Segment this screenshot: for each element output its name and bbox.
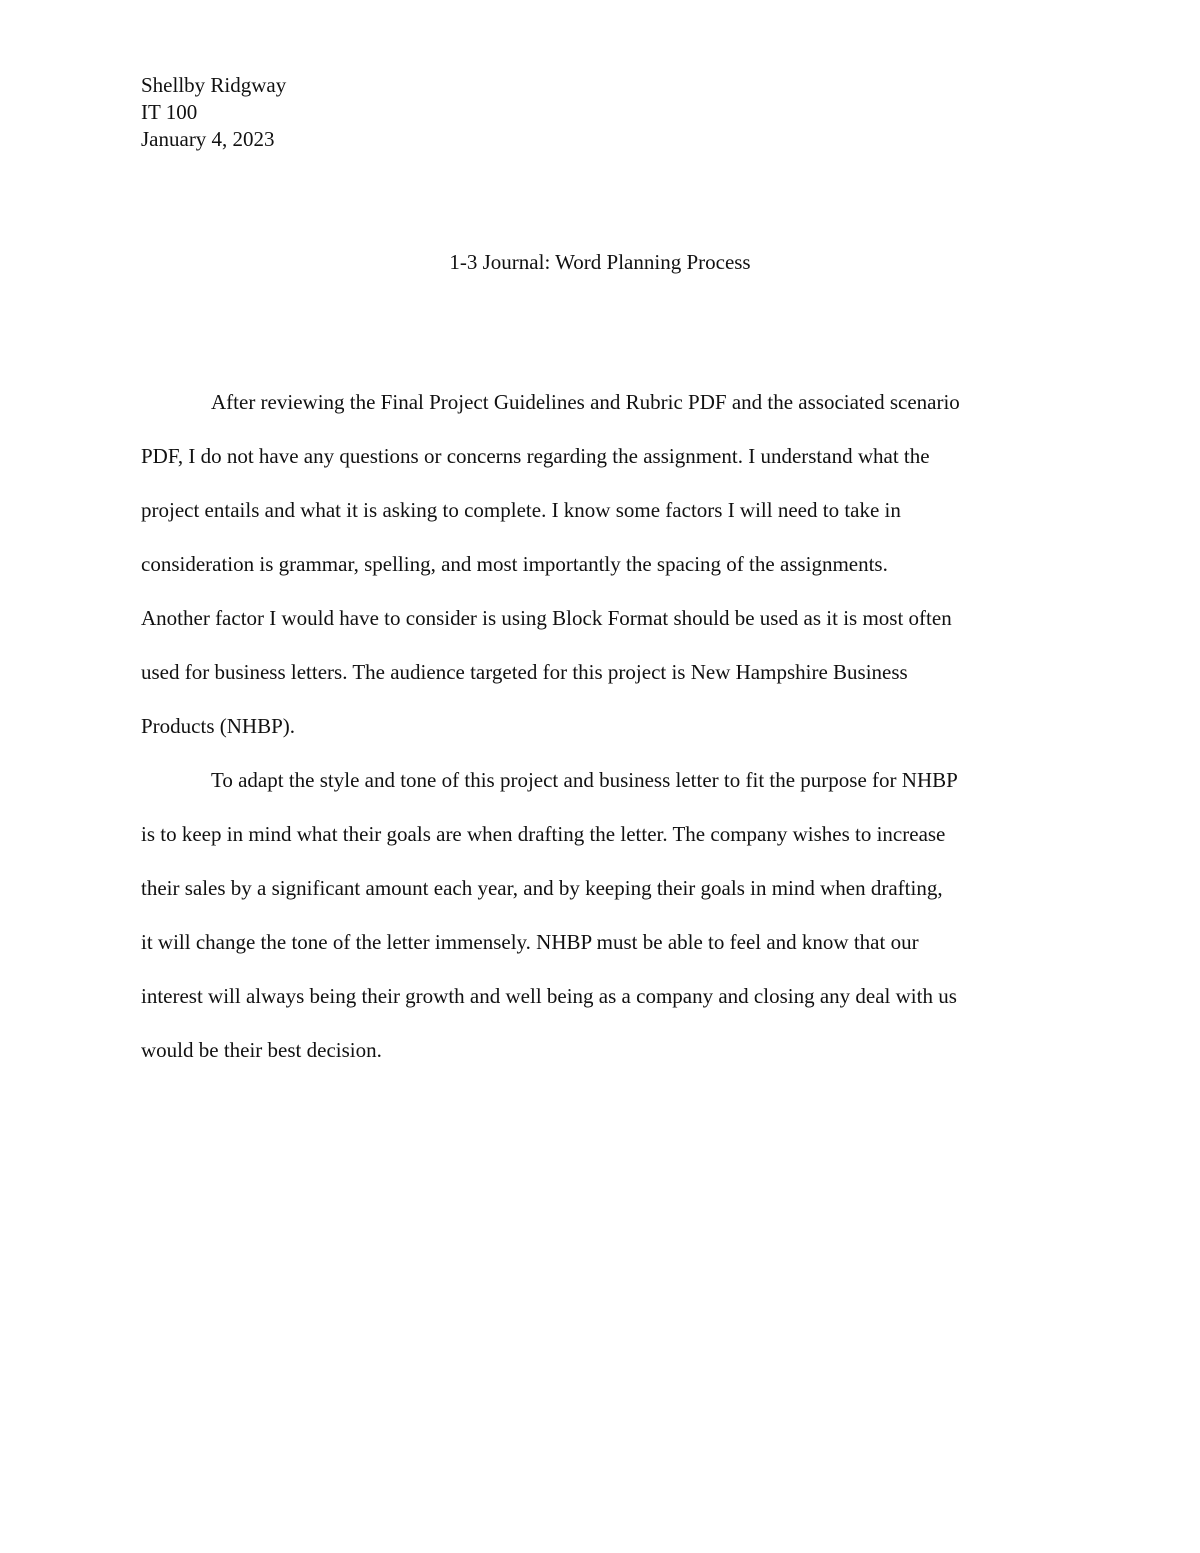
- paragraph-line: interest will always being their growth and well being as a company and closing any deal with us: [141, 984, 957, 1008]
- paragraph-line: it will change the tone of the letter immensely. NHBP must be able to feel and know that our: [141, 930, 919, 954]
- paragraph-line: their sales by a significant amount each year, and by keeping their goals in mind when drafting,: [141, 876, 943, 900]
- course-code: IT 100: [141, 100, 198, 124]
- document-date: January 4, 2023: [141, 127, 275, 151]
- paragraph-line: would be their best decision.: [141, 1038, 382, 1062]
- paragraph-line: is to keep in mind what their goals are when drafting the letter. The company wishes to increase: [141, 822, 946, 846]
- paragraph: [141, 387, 1071, 749]
- paragraph-line: used for business letters. The audience targeted for this project is New Hampshire Business: [141, 660, 908, 684]
- document-body: [141, 387, 1071, 1089]
- paragraph-line: PDF, I do not have any questions or concerns regarding the assignment. I understand what the: [141, 444, 930, 468]
- paragraph-line: To adapt the style and tone of this project and business letter to fit the purpose for NHBP: [211, 768, 958, 792]
- header-block: [141, 72, 286, 153]
- document-title: 1-3 Journal: Word Planning Process: [449, 250, 751, 274]
- paragraph: [141, 765, 1071, 1073]
- paragraph-line: project entails and what it is asking to complete. I know some factors I will need to take in: [141, 498, 901, 522]
- paragraph-line: consideration is grammar, spelling, and most importantly the spacing of the assignments.: [141, 552, 888, 576]
- paragraph-line: Another factor I would have to consider is using Block Format should be used as it is most often: [141, 606, 952, 630]
- paragraph-line: Products (NHBP).: [141, 714, 296, 738]
- author-name: Shellby Ridgway: [141, 73, 287, 97]
- paragraph-line: After reviewing the Final Project Guidelines and Rubric PDF and the associated scenario: [211, 390, 960, 414]
